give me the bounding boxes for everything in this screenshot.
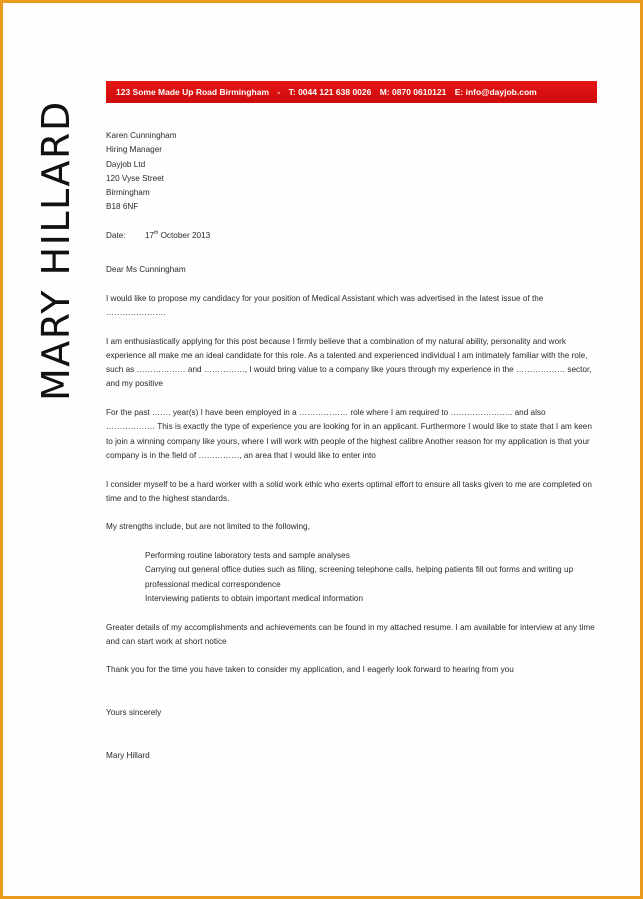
paragraph-motivation: I am enthusiastically applying for this post because I firmly believe that a combination of my natural ability, personality and work experience all make me an ideal candidate for this role. As a talented and experienced individual I am intimately familiar with the role, such as ……………… and ……………, I would bring value to a company like yours through my experience in the ……………… sector, and my positive: [106, 336, 592, 389]
recipient-block: [106, 129, 596, 215]
paragraph-work-ethic: I consider myself to be a hard worker with a solid work ethic who exerts optimal effort to ensure all tasks given to me are completed on time and to the highest standards.: [106, 479, 592, 503]
signoff: Yours sincerely: [106, 707, 162, 717]
paragraph-experience: For the past ……. year(s) I have been employed in a ……………… role where I am required to ………………….. and also ……………… This is exactly the type of experience you are looking for in an applicant. Furthermore I would like to state that I am keen to join a winning company like yours, where I will work with people of the highest calibre Another reason for my application is that your company is in the field of ……………, an area that I would like to enter into: [106, 408, 592, 460]
strength-item: Interviewing patients to obtain important medical information: [145, 593, 363, 603]
date-line: [106, 229, 596, 243]
paragraph-strengths-intro: My strengths include, but are not limited to the following,: [106, 522, 310, 532]
contact-bar: [106, 81, 597, 103]
applicant-name-vertical: MARY HILLARD: [34, 100, 78, 401]
recipient-company: Dayjob Ltd: [106, 159, 146, 169]
recipient-name: Karen Cunningham: [106, 131, 177, 140]
paragraph-thanks: Thank you for the time you have taken to consider my application, and I eagerly look forward to hearing from you: [106, 665, 514, 675]
contact-mobile: M: 0870 0610121: [379, 87, 447, 97]
paragraph-intro: I would like to propose my candidacy for your position of Medical Assistant which was advertised in the latest issue of the ………………….: [106, 293, 544, 317]
strength-item: Carrying out general office duties such as filing, screening telephone calls, helping patients fill out forms and writing up professional medical correspondence: [145, 565, 574, 589]
paragraph-resume: Greater details of my accomplishments and achievements can be found in my attached resume. I am available for interview at any time and can start work at short notice: [106, 622, 595, 646]
recipient-city: Birmingham: [106, 188, 150, 198]
strength-item: Performing routine laboratory tests and sample analyses: [145, 551, 350, 561]
contact-separator: -: [277, 87, 281, 97]
contact-telephone: T: 0044 121 638 0026: [288, 87, 372, 97]
date-month-year: October 2013: [160, 230, 211, 240]
date-day: 17: [145, 230, 155, 240]
letter-body: [106, 129, 596, 763]
recipient-title: Hiring Manager: [106, 145, 162, 155]
date-suffix: th: [154, 229, 159, 236]
recipient-postcode: B18 6NF: [106, 202, 139, 212]
greeting: Dear Ms Cunningham: [106, 265, 186, 275]
contact-email[interactable]: E: info@dayjob.com: [454, 87, 537, 97]
date-label: Date:: [106, 230, 126, 240]
contact-address: 123 Some Made Up Road Birmingham: [116, 87, 270, 97]
strengths-list: [145, 549, 596, 606]
recipient-street: 120 Vyse Street: [106, 173, 164, 183]
signature: Mary Hillard: [106, 750, 150, 760]
